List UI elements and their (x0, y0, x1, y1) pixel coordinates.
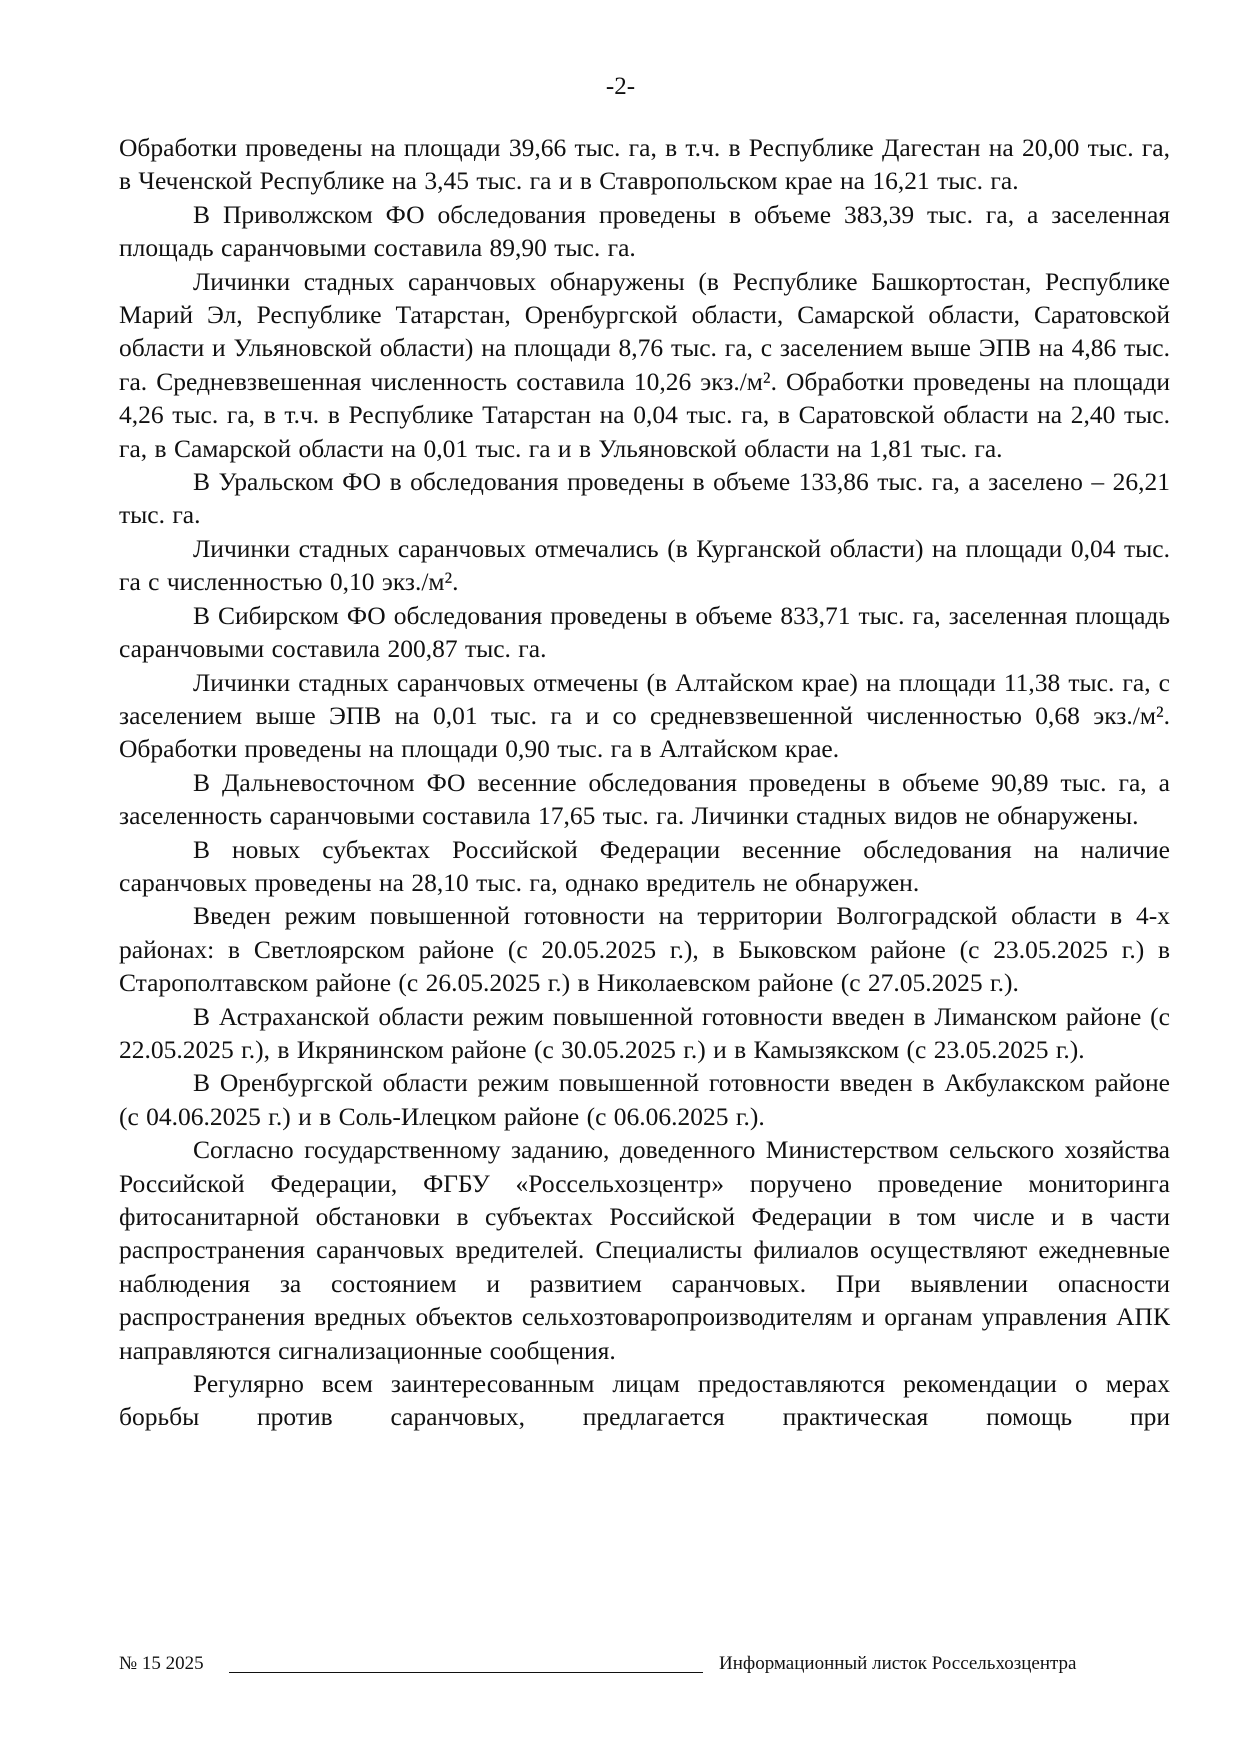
paragraph: Личинки стадных саранчовых обнаружены (в Республике Башкортостан, Республике Марий Эл, Республике Татарстан, Оренбургской области, Самарской области, Саратовской области и Ульяновской области) на площади 8,76 тыс. га, с заселением выше ЭПВ на 4,86 тыс. га. Средневзвешенная численность составила 10,26 экз./м². Обработки проведены на площади 4,26 тыс. га, в т.ч. в Республике Татарстан на 0,04 тыс. га, в Саратовской области на 2,40 тыс. га, в Самарской области на 0,01 тыс. га и в Ульяновской области на 1,81 тыс. га. (119, 266, 1170, 463)
paragraph: В Дальневосточном ФО весенние обследования проведены в объеме 90,89 тыс. га, а заселенность саранчовыми составила 17,65 тыс. га. Личинки стадных видов не обнаружены. (119, 767, 1170, 831)
page-number: -2- (605, 73, 636, 100)
paragraph: В Сибирском ФО обследования проведены в объеме 833,71 тыс. га, заселенная площадь саранчовыми составила 200,87 тыс. га. (119, 600, 1170, 664)
paragraph: Обработки проведены на площади 39,66 тыс. га, в т.ч. в Республике Дагестан на 20,00 тыс. га, в Чеченской Республике на 3,45 тыс. га и в Ставропольском крае на 16,21 тыс. га. (119, 133, 1170, 196)
footer-rule (229, 1672, 703, 1673)
paragraph: В Уральском ФО в обследования проведены в объеме 133,86 тыс. га, а заселено – 26,21 тыс. га. (119, 467, 1170, 530)
paragraph: Личинки стадных саранчовых отмечены (в Алтайском крае) на площади 11,38 тыс. га, с заселением выше ЭПВ на 0,01 тыс. га и со средневзвешенной численностью 0,68 экз./м². Обработки проведены на площади 0,90 тыс. га в Алтайском крае. (119, 667, 1170, 764)
paragraph: В Оренбургской области режим повышенной готовности введен в Акбулакском районе (с 04.06.2025 г.) и в Соль-Илецком районе (с 06.06.2025 г.). (119, 1068, 1170, 1131)
paragraph: Введен режим повышенной готовности на территории Волгоградской области в 4-х районах: в Светлоярском районе (с 20.05.2025 г.), в Быковском районе (с 23.05.2025 г.) в Старополтавском районе (с 26.05.2025 г.) в Николаевском районе (с 27.05.2025 г.). (119, 901, 1170, 998)
paragraph: В Приволжском ФО обследования проведены в объеме 383,39 тыс. га, а заселенная площадь саранчовыми составила 89,90 тыс. га. (119, 199, 1170, 263)
paragraph: Регулярно всем заинтересованным лицам предоставляются рекомендации о мерах борьбы против саранчовых, предлагается практическая помощь при (119, 1369, 1170, 1432)
paragraph: В Астраханской области режим повышенной готовности введен в Лиманском районе (с 22.05.2025 г.), в Икрянинском районе (с 30.05.2025 г.) и в Камызякском (с 23.05.2025 г.). (119, 1001, 1170, 1064)
paragraph: Согласно государственному заданию, доведенного Министерством сельского хозяйства Российской Федерации, ФГБУ «Россельхозцентр» поручено проведение мониторинга фитосанитарной обстановки в субъектах Российской Федерации в том числе и в части распространения саранчовых вредителей. Специалисты филиалов осуществляют ежедневные наблюдения за состоянием и развитием саранчовых. При выявлении опасности распространения вредных объектов сельхозтоваропроизводителям и органам управления АПК направляются сигнализационные сообщения. (119, 1135, 1170, 1365)
paragraph: В новых субъектах Российской Федерации весенние обследования на наличие саранчовых проведены на 28,10 тыс. га, однако вредитель не обнаружен. (119, 834, 1170, 897)
footer-publication-title: Информационный листок Россельхозцентра (719, 1653, 1077, 1674)
page-footer (119, 1652, 1119, 1680)
body-text (119, 131, 1170, 1434)
footer-issue-number: № 15 2025 (119, 1653, 204, 1674)
paragraph: Личинки стадных саранчовых отмечались (в Курганской области) на площади 0,04 тыс. га с численностью 0,10 экз./м². (119, 533, 1170, 597)
